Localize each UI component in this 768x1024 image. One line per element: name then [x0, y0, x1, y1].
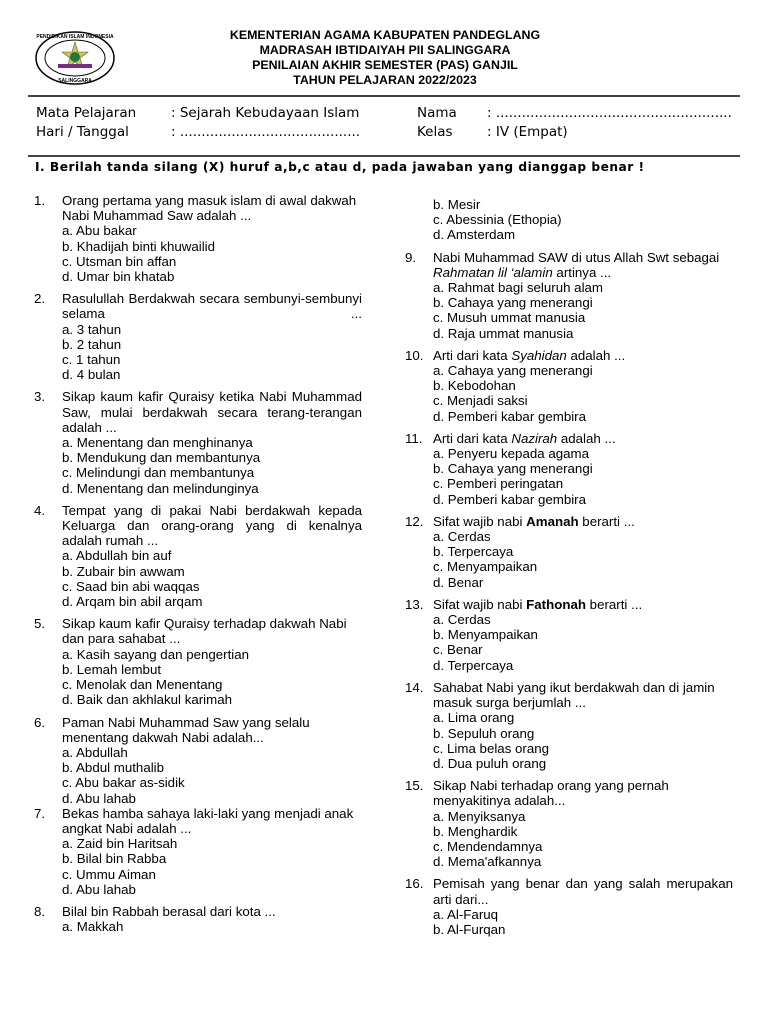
question-text: Sahabat Nabi yang ikut berdakwah dan di jamin masuk surga berjumlah ...	[433, 679, 715, 711]
question-12	[405, 514, 733, 590]
option-d[interactable]: d. Amsterdam	[433, 227, 516, 243]
question-number: 13.	[405, 596, 424, 612]
question-15	[405, 778, 733, 869]
option-a[interactable]: a. Penyeru kepada agama	[433, 446, 589, 462]
question-number: 8.	[34, 903, 46, 919]
option-d[interactable]: d. Arqam bin abil arqam	[62, 594, 203, 610]
option-a[interactable]: a. Al-Faruq	[433, 906, 499, 922]
option-b[interactable]: b. Terpercaya	[433, 544, 514, 560]
institution-heading	[200, 28, 570, 88]
date-label: Hari / Tanggal	[36, 124, 129, 140]
option-b[interactable]: b. Mesir	[433, 197, 481, 212]
option-b[interactable]: b. Bilal bin Rabba	[62, 851, 167, 867]
question-text: Sikap kaum kafir Quraisy terhadap dakwah Nabi dan para sahabat ...	[62, 616, 347, 647]
option-b[interactable]: b. 2 tahun	[62, 336, 122, 352]
question-14	[405, 680, 733, 771]
question-text: Bilal bin Rabbah berasal dari kota ...	[62, 903, 276, 919]
option-b[interactable]: b. Abdul muthalib	[62, 760, 165, 776]
question-7	[34, 806, 362, 897]
option-c[interactable]: c. Lima belas orang	[433, 740, 550, 756]
option-b[interactable]: b. Cahaya yang menerangi	[433, 461, 593, 477]
option-b[interactable]: b. Lemah lembut	[62, 661, 162, 677]
question-text: Sikap kaum kafir Quraisy ketika Nabi Muhammad Saw, mulai berdakwah secara terang-terangan adalah ...	[62, 389, 362, 435]
option-c[interactable]: c. Benar	[433, 642, 483, 658]
option-c[interactable]: c. Utsman bin affan	[62, 253, 177, 269]
class-label: Kelas	[417, 124, 453, 140]
option-d[interactable]: d. Terpercaya	[433, 657, 514, 673]
question-text: Sifat wajib nabi Fathonah berarti ...	[433, 596, 643, 612]
option-b[interactable]: b. Cahaya yang menerangi	[433, 295, 593, 311]
question-column-left	[34, 193, 362, 941]
option-a[interactable]: a. Menentang dan menghinanya	[62, 435, 253, 451]
option-b[interactable]: b. Menghardik	[433, 823, 518, 839]
option-d[interactable]: d. 4 bulan	[62, 367, 121, 383]
question-16	[405, 876, 733, 937]
option-d[interactable]: d. Baik dan akhlakul karimah	[62, 692, 232, 708]
instruction-text: I. Berilah tanda silang (X) huruf a,b,c atau d, pada jawaban yang dianggap benar !	[35, 160, 645, 174]
heading-line-3: PENILAIAN AKHIR SEMESTER (PAS) GANJIL	[252, 58, 518, 72]
subject-label: Mata Pelajaran	[36, 105, 137, 121]
option-d[interactable]: d. Abu lahab	[62, 881, 136, 897]
school-logo-icon	[34, 30, 116, 86]
option-a[interactable]: a. Zaid bin Haritsah	[62, 836, 178, 852]
option-a[interactable]: a. Cahaya yang menerangi	[433, 363, 593, 379]
header-divider-bottom	[28, 155, 740, 157]
option-a[interactable]: a. Makkah	[62, 919, 124, 935]
heading-line-4: TAHUN PELAJARAN 2022/2023	[293, 73, 477, 87]
question-2	[34, 291, 362, 382]
option-c[interactable]: c. Menolak dan Menentang	[62, 677, 223, 693]
option-d[interactable]: d. Menentang dan melindunginya	[62, 480, 259, 496]
question-text: Sikap Nabi terhadap orang yang pernah menyakitinya adalah...	[433, 778, 669, 809]
svg-text:SALINGGARA: SALINGGARA	[58, 78, 92, 84]
option-c[interactable]: c. Menjadi saksi	[433, 393, 528, 409]
option-a[interactable]: a. Abdullah bin auf	[62, 548, 172, 564]
option-c[interactable]: c. Saad bin abi waqqas	[62, 578, 200, 594]
question-11	[405, 431, 733, 507]
question-text: Paman Nabi Muhammad Saw yang selalu menentang dakwah Nabi adalah...	[62, 714, 310, 745]
name-field[interactable]: : .......................................................	[487, 105, 732, 121]
option-d[interactable]: d. Mema'afkannya	[433, 854, 542, 870]
heading-line-2: MADRASAH IBTIDAIYAH PII SALINGGARA	[259, 43, 511, 57]
question-text: Bekas hamba sahaya laki-laki yang menjadi anak angkat Nabi adalah ...	[62, 805, 354, 836]
document-header	[0, 26, 768, 92]
option-c[interactable]: c. 1 tahun	[62, 352, 121, 368]
question-3	[34, 389, 362, 495]
question-text: Arti dari kata Syahidan adalah ...	[433, 347, 626, 363]
option-b[interactable]: b. Al-Furqan	[433, 921, 506, 937]
question-text: Arti dari kata Nazirah adalah ...	[433, 430, 616, 446]
option-d[interactable]: d. Abu lahab	[62, 790, 136, 806]
question-number: 10.	[405, 347, 424, 363]
question-text: Orang pertama yang masuk islam di awal dakwah Nabi Muhammad Saw adalah ...	[62, 193, 357, 224]
option-d[interactable]: d. Raja ummat manusia	[433, 325, 574, 341]
class-value: : IV (Empat)	[487, 124, 568, 140]
option-a[interactable]: a. Lima orang	[433, 710, 515, 726]
option-a[interactable]: a. 3 tahun	[62, 321, 122, 337]
question-text: Tempat yang di pakai Nabi berdakwah kepada Keluarga dan orang-orang yang di kenalnya adalah rumah ...	[62, 502, 362, 549]
option-c[interactable]: c. Melindungi dan membantunya	[62, 465, 255, 481]
option-a[interactable]: a. Abu bakar	[62, 223, 137, 239]
question-number: 6.	[34, 714, 46, 730]
question-10	[405, 348, 733, 424]
option-d[interactable]: d. Dua puluh orang	[433, 755, 547, 771]
header-divider-top	[28, 95, 740, 97]
option-b[interactable]: b. Menyampaikan	[433, 627, 538, 643]
option-b[interactable]: b. Kebodohan	[433, 378, 516, 394]
option-c[interactable]: c. Menyampaikan	[433, 559, 538, 575]
question-number: 4.	[34, 502, 46, 518]
option-b[interactable]: b. Mendukung dan membantunya	[62, 450, 261, 466]
question-number: 14.	[405, 679, 424, 695]
option-a[interactable]: a. Cerdas	[433, 529, 491, 545]
question-number: 9.	[405, 249, 417, 265]
question-number: 3.	[34, 389, 46, 405]
question-13	[405, 597, 733, 673]
option-c[interactable]: c. Abu bakar as-sidik	[62, 775, 185, 791]
option-a[interactable]: a. Menyiksanya	[433, 808, 526, 824]
option-b[interactable]: b. Zubair bin awwam	[62, 563, 185, 579]
question-6	[34, 715, 362, 806]
question-8	[34, 904, 362, 934]
option-a[interactable]: a. Cerdas	[433, 612, 491, 628]
subject-value: : Sejarah Kebudayaan Islam	[171, 105, 360, 121]
question-number: 11.	[405, 430, 423, 446]
question-text: Sifat wajib nabi Amanah berarti ...	[433, 513, 635, 529]
svg-text:PENDIDIKAN ISLAM INDONESIA: PENDIDIKAN ISLAM INDONESIA	[36, 34, 114, 40]
heading-line-1: KEMENTERIAN AGAMA KABUPATEN PANDEGLANG	[229, 28, 541, 42]
option-c[interactable]: c. Abessinia (Ethopia)	[433, 212, 562, 228]
option-d[interactable]: d. Umar bin khatab	[62, 269, 175, 285]
question-text: Pemisah yang benar dan yang salah merupakan arti dari...	[433, 876, 733, 907]
question-text: Rasulullah Berdakwah secara sembunyi-sembunyi selama ...	[62, 291, 362, 322]
option-c[interactable]: c. Musuh ummat manusia	[433, 310, 586, 326]
question-text: Nabi Muhammad SAW di utus Allah Swt sebagai Rahmatan lil ‘alamin artinya ...	[433, 249, 720, 280]
question-1	[34, 193, 362, 284]
question-column-right	[405, 197, 733, 944]
question-9	[405, 250, 733, 341]
question-number: 12.	[405, 513, 424, 529]
date-field[interactable]: : ..........................................	[171, 124, 361, 140]
option-d[interactable]: d. Pemberi kabar gembira	[433, 408, 586, 424]
question-5	[34, 616, 362, 707]
question-number: 15.	[405, 778, 424, 794]
question-number: 2.	[34, 291, 46, 307]
option-d[interactable]: d. Pemberi kabar gembira	[433, 491, 586, 507]
question-8-continued	[405, 197, 733, 243]
option-c[interactable]: c. Pemberi peringatan	[433, 476, 564, 492]
option-b[interactable]: b. Khadijah binti khuwailid	[62, 238, 216, 254]
question-number: 16.	[405, 876, 424, 892]
option-a[interactable]: a. Rahmat bagi seluruh alam	[433, 280, 603, 296]
option-a[interactable]: a. Kasih sayang dan pengertian	[62, 646, 250, 662]
option-b[interactable]: b. Sepuluh orang	[433, 725, 535, 741]
option-a[interactable]: a. Abdullah	[62, 744, 128, 760]
option-d[interactable]: d. Benar	[433, 574, 484, 590]
question-number: 5.	[34, 616, 46, 632]
option-c[interactable]: c. Ummu Aiman	[62, 866, 156, 882]
question-number: 1.	[34, 193, 46, 208]
name-label: Nama	[417, 105, 457, 121]
option-c[interactable]: c. Mendendamnya	[433, 838, 543, 854]
question-4	[34, 503, 362, 609]
question-number: 7.	[34, 805, 46, 821]
